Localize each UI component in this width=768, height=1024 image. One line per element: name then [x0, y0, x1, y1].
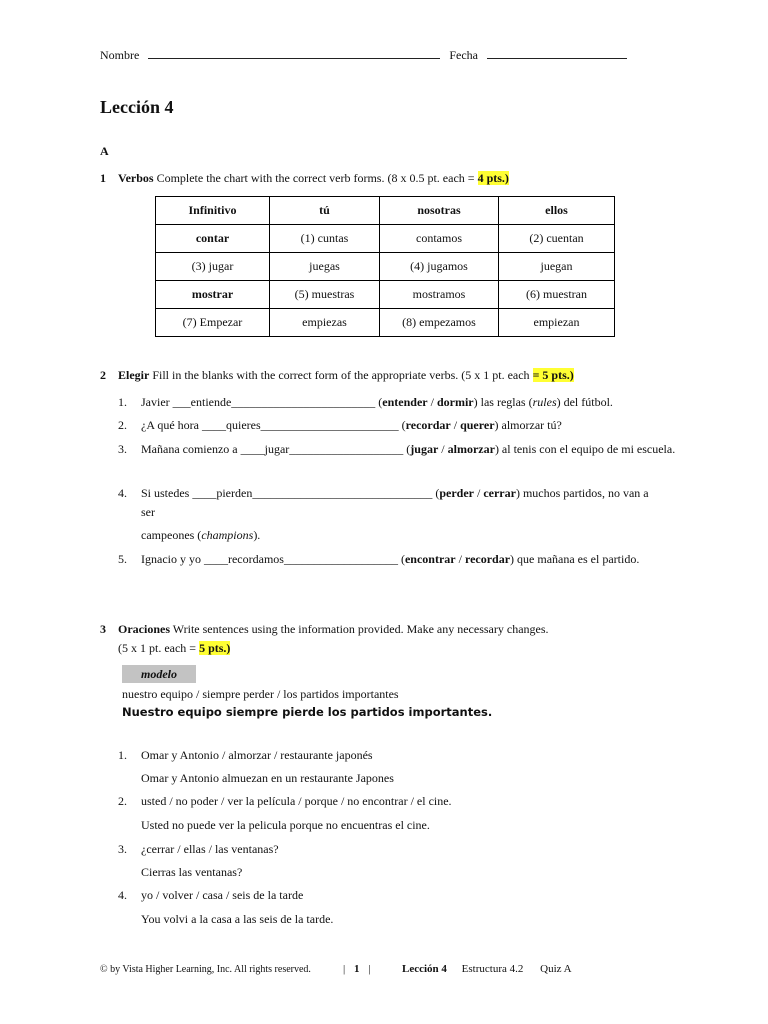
q3-number: 3: [100, 622, 106, 636]
modelo-prompt: nuestro equipo / siempre perder / los partidos importantes: [122, 687, 399, 701]
item-text[interactable]: Si ustedes ____pierden______________________________ (perder / cerrar) muchos partidos, no van a ser: [141, 486, 649, 519]
modelo-label: modelo: [122, 665, 196, 683]
section-letter: A: [100, 144, 109, 158]
table-cell[interactable]: (5) muestras: [270, 281, 380, 309]
page-number: 1: [353, 963, 360, 975]
table-cell[interactable]: (4) jugamos: [380, 253, 499, 281]
footer-leccion: [402, 963, 572, 975]
q3-instructions-2: (5 x 1 pt. each =: [118, 641, 197, 655]
list-item: [118, 550, 658, 569]
footer-estructura: Estructura 4.2: [461, 963, 524, 975]
verb-option: jugar: [410, 442, 439, 456]
item-text[interactable]: Ignacio y yo ____recordamos___________________ (encontrar / recordar) que mañana es el partido.: [141, 552, 640, 566]
answer-line: [118, 769, 678, 788]
table-cell[interactable]: (3) jugar: [156, 253, 270, 281]
table-cell[interactable]: (1) cuntas: [270, 225, 380, 253]
item-number: 2.: [118, 418, 127, 432]
item-prompt: ¿cerrar / ellas / las ventanas?: [141, 842, 279, 856]
table-cell: empiezan: [499, 309, 615, 337]
item-rest: ) al tenis con el equipo de mi escuela.: [494, 442, 676, 456]
table-cell: mostrar: [191, 287, 234, 301]
table-cell: empiezas: [270, 309, 380, 337]
answer-line: [118, 863, 678, 882]
item-stem: campeones (: [141, 528, 202, 542]
table-row: [156, 281, 615, 309]
list-item-continuation: [118, 526, 678, 545]
item-number: 4.: [118, 888, 127, 902]
q1-instructions: Complete the chart with the correct verb forms. (8 x 0.5 pt. each =: [156, 171, 475, 185]
page-title: Lección 4: [100, 97, 174, 117]
item-text: [141, 526, 678, 545]
table-cell: contamos: [380, 225, 499, 253]
q1-points: 4 pts.): [477, 171, 509, 185]
verb-option: cerrar: [483, 486, 516, 500]
table-cell[interactable]: (2) cuentan: [499, 225, 615, 253]
footer-leccion-label: Lección 4: [402, 963, 447, 975]
q2-instructions: Fill in the blanks with the correct form of the appropriate verbs. (5 x 1 pt. each: [152, 368, 530, 382]
item-stem: Mañana comienzo a ____jugar___________________ (: [141, 442, 411, 456]
verb-option: almorzar: [447, 442, 495, 456]
page-separator: |: [343, 963, 346, 975]
header-tu: tú: [319, 203, 330, 217]
footer-page: [343, 963, 370, 975]
footer-copyright: © by Vista Higher Learning, Inc. All rights reserved.: [100, 964, 311, 975]
item-number: 1.: [118, 748, 127, 762]
q3-instructions: Write sentences using the information provided. Make any necessary changes.: [172, 622, 549, 636]
list-item: [118, 484, 658, 522]
item-answer[interactable]: Cierras las ventanas?: [141, 865, 243, 879]
verb-option: encontrar: [404, 552, 456, 566]
table-row: [156, 253, 615, 281]
table-cell[interactable]: (7) Empezar: [156, 309, 270, 337]
item-text[interactable]: Javier ___entiende________________________ (entender / dormir) las reglas (rules) del fútbol.: [141, 395, 613, 409]
item-number: 3.: [118, 442, 127, 456]
fecha-label: Fecha: [449, 48, 478, 62]
verb-chart-header-row: [156, 197, 615, 225]
q2-title: Elegir: [118, 368, 150, 382]
header-nosotras: nosotras: [417, 203, 461, 217]
list-item: [118, 746, 678, 765]
q3-heading: [100, 622, 549, 637]
q3-title: Oraciones: [118, 622, 170, 636]
item-stem: ¿A qué hora ____quieres_______________________ (: [141, 418, 406, 432]
q1-heading: [100, 171, 509, 186]
item-text[interactable]: Mañana comienzo a ____jugar___________________ (jugar / almorzar) al tenis con el equipo de mi escuela.: [141, 442, 676, 456]
item-prompt: Omar y Antonio / almorzar / restaurante japonés: [141, 748, 373, 762]
table-row: [156, 225, 615, 253]
table-cell: juegan: [499, 253, 615, 281]
item-rest: ).: [253, 528, 261, 542]
table-cell[interactable]: (8) empezamos: [380, 309, 499, 337]
q2-number: 2: [100, 368, 106, 382]
item-answer[interactable]: You volvi a la casa a las seis de la tarde.: [141, 912, 334, 926]
header-ellos: ellos: [545, 203, 568, 217]
list-item: [118, 393, 678, 412]
item-rest: ) las reglas (: [473, 395, 533, 409]
page-separator: |: [368, 963, 371, 975]
item-number: 3.: [118, 842, 127, 856]
q2-points: = 5 pts.): [532, 368, 574, 382]
table-row: [156, 309, 615, 337]
table-cell: contar: [195, 231, 230, 245]
item-stem: Si ustedes ____pierden______________________________ (: [141, 486, 440, 500]
verb-option: querer: [460, 418, 495, 432]
verb-option: recordar: [405, 418, 451, 432]
header-nombre: [100, 47, 627, 63]
verb-option: perder: [439, 486, 474, 500]
footer-quiz: Quiz A: [540, 963, 572, 975]
table-cell: mostramos: [380, 281, 499, 309]
list-item: [118, 440, 678, 459]
item-answer[interactable]: Usted no puede ver la pelicula porque no encuentras el cine.: [141, 818, 430, 832]
nombre-field[interactable]: [148, 47, 440, 59]
list-item: [118, 840, 678, 859]
item-rest: ) almorzar tú?: [494, 418, 562, 432]
item-number: 1.: [118, 395, 127, 409]
item-text[interactable]: ¿A qué hora ____quieres_______________________ (recordar / querer) almorzar tú?: [141, 418, 562, 432]
item-stem: Ignacio y yo ____recordamos___________________ (: [141, 552, 405, 566]
q2-heading: [100, 368, 574, 383]
verb-option: entender: [382, 395, 428, 409]
q3-points: 5 pts.): [199, 641, 231, 655]
answer-line: [118, 910, 678, 929]
list-item: [118, 886, 678, 905]
item-number: 2.: [118, 794, 127, 808]
q3-heading-line2: [118, 641, 230, 656]
item-prompt: yo / volver / casa / seis de la tarde: [141, 888, 304, 902]
table-cell: juegas: [270, 253, 380, 281]
table-cell[interactable]: (6) muestran: [499, 281, 615, 309]
list-item: [118, 792, 678, 811]
item-rest: ) muchos partidos, no van a ser: [141, 486, 649, 519]
answer-line: [118, 816, 678, 835]
item-prompt: usted / no poder / ver la película / porque / no encontrar / el cine.: [141, 794, 452, 808]
header-infinitivo: Infinitivo: [188, 203, 237, 217]
item-rest: ) que mañana es el partido.: [510, 552, 640, 566]
list-item: [118, 416, 678, 435]
verb-option: dormir: [436, 395, 474, 409]
modelo-answer: Nuestro equipo siempre pierde los partidos importantes.: [122, 705, 493, 719]
item-stem: Javier ___entiende________________________ (: [141, 395, 383, 409]
nombre-label: Nombre: [100, 48, 140, 62]
item-rest: ) del fútbol.: [556, 395, 613, 409]
verb-chart: [155, 196, 615, 337]
q1-title: Verbos: [118, 171, 154, 185]
verb-option: recordar: [464, 552, 511, 566]
fecha-field[interactable]: [487, 47, 627, 59]
item-gloss: champions: [201, 528, 254, 542]
item-gloss: rules: [532, 395, 557, 409]
item-answer[interactable]: Omar y Antonio almuezan en un restaurante Japones: [141, 771, 394, 785]
item-number: 5.: [118, 552, 127, 566]
q1-number: 1: [100, 171, 106, 185]
item-number: 4.: [118, 486, 127, 500]
